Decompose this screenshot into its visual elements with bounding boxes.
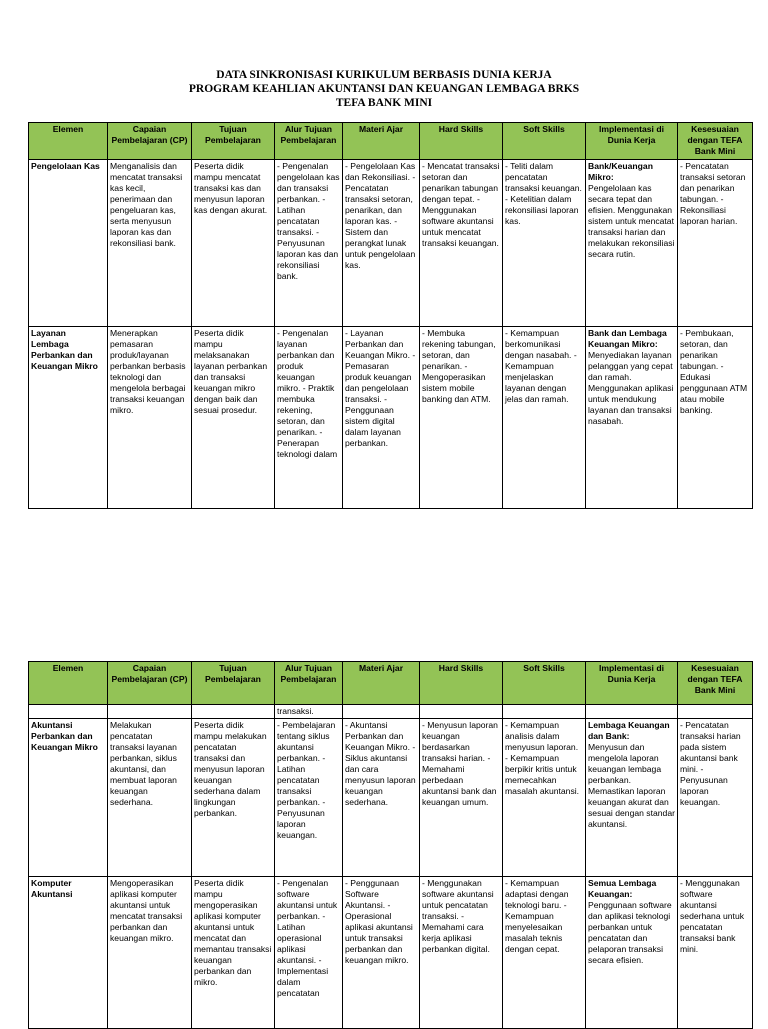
cell-elemen: Komputer Akuntansi	[29, 877, 108, 1029]
cell-empty	[678, 705, 753, 719]
cell-tujuan: Peserta didik mampu melaksanakan layanan perbankan dan transaksi keuangan mikro dengan baik dan sesuai prosedur.	[192, 327, 275, 509]
cell-alur: - Pengenalan pengelolaan kas dan transaksi perbankan. - Latihan pencatatan transaksi. - Penyusunan laporan kas dan rekonsiliasi bank.	[275, 160, 343, 327]
cell-cp: Melakukan pencatatan transaksi layanan perbankan, siklus akuntansi, dan membuat laporan keuangan sederhana.	[108, 719, 192, 877]
cell-hard-skills: - Mencatat transaksi setoran dan penarikan tabungan dengan tepat. - Menggunakan software akuntansi untuk mencatat transaksi keuangan.	[420, 160, 503, 327]
impl-text: Pengelolaan kas secara tepat dan efisien. Menggunakan sistem untuk mencatat transaksi harian dan melakukan rekonsiliasi secara rutin.	[588, 183, 675, 259]
cell-empty	[586, 705, 678, 719]
table-row	[29, 877, 753, 1029]
header-alur: Alur Tujuan Pembelajaran	[275, 662, 343, 705]
continuation-row	[29, 705, 753, 719]
table-header-row	[29, 662, 753, 705]
cell-implementasi	[586, 160, 678, 327]
cell-materi: - Akuntansi Perbankan dan Keuangan Mikro. - Siklus akuntansi dan cara menyusun laporan keuangan sederhana.	[343, 719, 420, 877]
header-hard-skills: Hard Skills	[420, 123, 503, 160]
cell-kesesuaian: - Pencatatan transaksi setoran dan penarikan tabungan. - Rekonsiliasi laporan harian.	[678, 160, 753, 327]
cell-elemen: Akuntansi Perbankan dan Keuangan Mikro	[29, 719, 108, 877]
header-soft-skills: Soft Skills	[503, 123, 586, 160]
cell-kesesuaian: - Pencatatan transaksi harian pada sistem akuntansi bank mini. - Penyusunan laporan keuangan.	[678, 719, 753, 877]
cell-hard-skills: - Membuka rekening tabungan, setoran, dan penarikan. - Mengoperasikan sistem mobile banking dan ATM.	[420, 327, 503, 509]
cell-soft-skills: - Kemampuan adaptasi dengan teknologi baru. - Kemampuan menyelesaikan masalah teknis dengan cepat.	[503, 877, 586, 1029]
impl-text: Menyediakan layanan pelanggan yang cepat dan ramah. Menggunakan aplikasi untuk mendukung layanan dan transaksi nasabah.	[588, 350, 674, 426]
cell-tujuan: Peserta didik mampu mengoperasikan aplikasi komputer akuntansi untuk mencatat dan memantau transaksi keuangan perbankan dan mikro.	[192, 877, 275, 1029]
cell-empty	[343, 705, 420, 719]
header-cp: Capaian Pembelajaran (CP)	[108, 662, 192, 705]
cell-empty	[29, 705, 108, 719]
cell-cp: Menganalisis dan mencatat transaksi kas kecil, penerimaan dan pengeluaran kas, serta menyusun laporan kas dan rekonsiliasi bank.	[108, 160, 192, 327]
cell-alur: - Pengenalan layanan perbankan dan produk keuangan mikro. - Praktik membuka rekening, setoran, dan penarikan. - Penerapan teknologi dalam	[275, 327, 343, 509]
cell-implementasi	[586, 719, 678, 877]
cell-kesesuaian: - Pembukaan, setoran, dan penarikan tabungan. - Edukasi penggunaan ATM atau mobile banking.	[678, 327, 753, 509]
header-tujuan: Tujuan Pembelajaran	[192, 123, 275, 160]
cell-alur-continuation: transaksi.	[275, 705, 343, 719]
header-kesesuaian: Kesesuaian dengan TEFA Bank Mini	[678, 662, 753, 705]
cell-materi: - Penggunaan Software Akuntansi. - Operasional aplikasi akuntansi untuk transaksi perbankan dan keuangan mikro.	[343, 877, 420, 1029]
document-title	[0, 68, 768, 110]
header-materi: Materi Ajar	[343, 123, 420, 160]
cell-materi: - Pengelolaan Kas dan Rekonsiliasi. - Pencatatan transaksi setoran, penarikan, dan laporan kas. - Sistem dan perangkat lunak untuk pengelolaan kas.	[343, 160, 420, 327]
title-line-3: TEFA BANK MINI	[335, 97, 433, 109]
cell-hard-skills: - Menyusun laporan keuangan berdasarkan transaksi harian. - Memahami perbedaan akuntansi bank dan keuangan umum.	[420, 719, 503, 877]
impl-heading: Bank/Keuangan Mikro:	[588, 161, 653, 182]
table-row	[29, 327, 753, 509]
header-cp: Capaian Pembelajaran (CP)	[108, 123, 192, 160]
curriculum-table-page-2	[28, 661, 753, 1029]
cell-tujuan: Peserta didik mampu melakukan pencatatan transaksi dan menyusun laporan keuangan sederhana dalam lingkungan perbankan.	[192, 719, 275, 877]
cell-elemen: Layanan Lembaga Perbankan dan Keuangan Mikro	[29, 327, 108, 509]
cell-soft-skills: - Kemampuan berkomunikasi dengan nasabah. - Kemampuan menjelaskan layanan dengan jelas dan ramah.	[503, 327, 586, 509]
header-implementasi: Implementasi di Dunia Kerja	[586, 662, 678, 705]
cell-alur: - Pengenalan software akuntansi untuk perbankan. - Latihan operasional aplikasi akuntansi. - Implementasi dalam pencatatan	[275, 877, 343, 1029]
cell-empty	[503, 705, 586, 719]
impl-text: Penggunaan software dan aplikasi teknologi perbankan untuk pencatatan dan pelaporan transaksi secara efisien.	[588, 900, 672, 965]
table-header-row	[29, 123, 753, 160]
impl-heading: Semua Lembaga Keuangan:	[588, 878, 657, 899]
cell-implementasi	[586, 877, 678, 1029]
header-implementasi: Implementasi di Dunia Kerja	[586, 123, 678, 160]
impl-heading: Lembaga Keuangan dan Bank:	[588, 720, 670, 741]
cell-soft-skills: - Kemampuan analisis dalam menyusun laporan. - Kemampuan berpikir kritis untuk memecahkan masalah akuntansi.	[503, 719, 586, 877]
cell-implementasi	[586, 327, 678, 509]
title-line-2: PROGRAM KEAHLIAN AKUNTANSI DAN KEUANGAN LEMBAGA BRKS	[188, 83, 580, 95]
table-row	[29, 719, 753, 877]
header-soft-skills: Soft Skills	[503, 662, 586, 705]
curriculum-table-page-1	[28, 122, 753, 509]
cell-kesesuaian: - Menggunakan software akuntansi sederhana untuk pencatatan transaksi bank mini.	[678, 877, 753, 1029]
header-elemen: Elemen	[29, 662, 108, 705]
cell-alur: - Pembelajaran tentang siklus akuntansi perbankan. - Latihan pencatatan transaksi perbankan. - Penyusunan laporan keuangan.	[275, 719, 343, 877]
cell-empty	[420, 705, 503, 719]
impl-heading: Bank dan Lembaga Keuangan Mikro:	[588, 328, 667, 349]
cell-tujuan: Peserta didik mampu mencatat transaksi kas dan menyusun laporan kas dengan akurat.	[192, 160, 275, 327]
cell-empty	[192, 705, 275, 719]
header-tujuan: Tujuan Pembelajaran	[192, 662, 275, 705]
header-kesesuaian: Kesesuaian dengan TEFA Bank Mini	[678, 123, 753, 160]
cell-hard-skills: - Menggunakan software akuntansi untuk pencatatan transaksi. - Memahami cara kerja aplikasi perbankan digital.	[420, 877, 503, 1029]
cell-cp: Mengoperasikan aplikasi komputer akuntansi untuk mencatat transaksi perbankan dan keuangan mikro.	[108, 877, 192, 1029]
cell-soft-skills: - Teliti dalam pencatatan transaksi keuangan. - Ketelitian dalam rekonsiliasi laporan kas.	[503, 160, 586, 327]
header-materi: Materi Ajar	[343, 662, 420, 705]
cell-empty	[108, 705, 192, 719]
table-row	[29, 160, 753, 327]
header-elemen: Elemen	[29, 123, 108, 160]
cell-cp: Menerapkan pemasaran produk/layanan perbankan berbasis teknologi dan mengelola berbagai transaksi keuangan mikro.	[108, 327, 192, 509]
header-hard-skills: Hard Skills	[420, 662, 503, 705]
impl-text: Menyusun dan mengelola laporan keuangan lembaga perbankan. Memastikan laporan keuangan akurat dan sesuai dengan standar akuntansi.	[588, 742, 675, 829]
title-line-1: DATA SINKRONISASI KURIKULUM BERBASIS DUNIA KERJA	[216, 69, 552, 81]
header-alur: Alur Tujuan Pembelajaran	[275, 123, 343, 160]
cell-elemen: Pengelolaan Kas	[29, 160, 108, 327]
cell-materi: - Layanan Perbankan dan Keuangan Mikro. - Pemasaran produk keuangan dan pengelolaan transaksi. - Penggunaan sistem digital dalam layanan perbankan.	[343, 327, 420, 509]
